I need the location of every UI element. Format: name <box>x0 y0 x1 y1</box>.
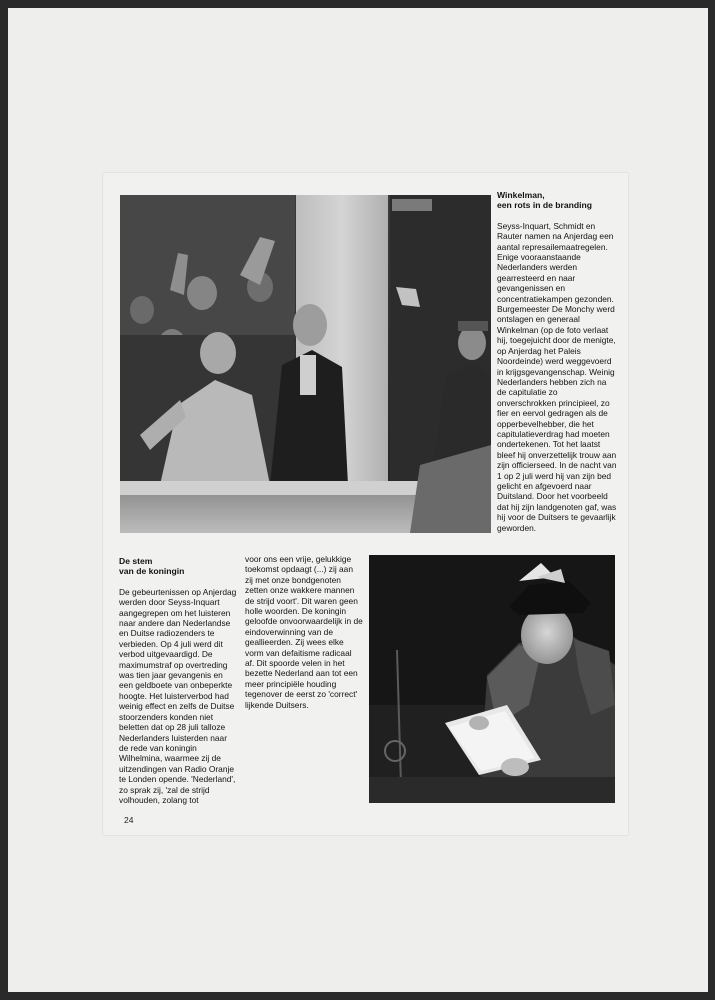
archive-mount-board <box>8 8 708 992</box>
sidebar-article-heading <box>497 190 617 211</box>
magazine-page <box>103 173 628 835</box>
sidebar-heading-line1: Winkelman, <box>497 190 545 200</box>
main-article-column-1 <box>119 556 237 805</box>
sidebar-article-winkelman <box>497 190 617 533</box>
sidebar-heading-line2: een rots in de branding <box>497 200 593 211</box>
photo-queen-wilhelmina <box>369 555 615 803</box>
main-article-body-col1: De gebeurtenissen op Anjerdag werden door Seyss-Inquart aangegrepen om het luisteren naar andere dan Nederlandse en Duitse radiozenders te verbieden. Op 4 juli werd dit verbod uitgevaardigd. De maximumstraf op overtreding was tien jaar gevangenis en een geldboete van onbeperkte hoogte. Het luisterverbod had weinig effect en zelfs de Duitse stoorzenders konden niet beletten dat op 28 juli talloze Nederlanders luisterden naar de rede van koningin Wilhelmina, waarmee zij de uitzendingen van Radio Oranje te Londen opende. 'Nederland', zo sprak zij, 'zal de strijd volhouden, zolang tot <box>119 586 237 805</box>
main-heading-line1: De stem <box>119 556 153 566</box>
page-number: 24 <box>124 815 134 825</box>
sidebar-article-body: Seyss-Inquart, Schmidt en Rauter namen na Anjerdag een aantal represailemaatregelen. Enige vooraanstaande Nederlanders werden gearresteerd en naar gevangenissen en concentratiekampen gezonden. Burgemeester De Monchy werd ontslagen en generaal Winkelman (op de foto verlaat hij, toegejuicht door de menigte, op Anjerdag het Paleis Noordeinde) werd weggevoerd in krijgsgevangenschap. Weinig Nederlanders hebben zich na de capitulatie zo onverschrokken principieel, zo fier en eervol gedragen als de opperbevelhebber, die het capitulatieverdrag had moeten ondertekenen. Tot het laatst bleef hij onverzettelijk trouw aan zijn officierseed. In de nacht van 1 op 2 juli werd hij van zijn bed gelicht en afgevoerd naar Duitsland. Door het voorbeeld dat hij zijn landgenoten gaf, was hij voor de Duitsers te gevaarlijk geworden. <box>497 220 617 533</box>
main-article-column-2 <box>245 554 363 710</box>
photo-winkelman-crowd <box>120 195 491 533</box>
main-heading-line2: van de koningin <box>119 566 185 577</box>
photo-winkelman-crowd-image <box>120 195 491 533</box>
photo-queen-wilhelmina-image <box>369 555 615 803</box>
main-article-body-col2: voor ons een vrije, gelukkige toekomst opdaagt (...) zij aan zij met onze bondgenoten zetten onze wakkere mannen de strijd voort'. Dit waren geen holle woorden. De koningin geloofde onvoorwaardelijk in de eindoverwinning van de geallieerden. Zij wees elke vorm van defaitisme radicaal af. Dit spoorde velen in het bezette Nederland aan tot een meer principiële houding tegenover de eerst zo 'correct' lijkende Duitsers. <box>245 554 363 710</box>
main-article-heading <box>119 556 237 577</box>
